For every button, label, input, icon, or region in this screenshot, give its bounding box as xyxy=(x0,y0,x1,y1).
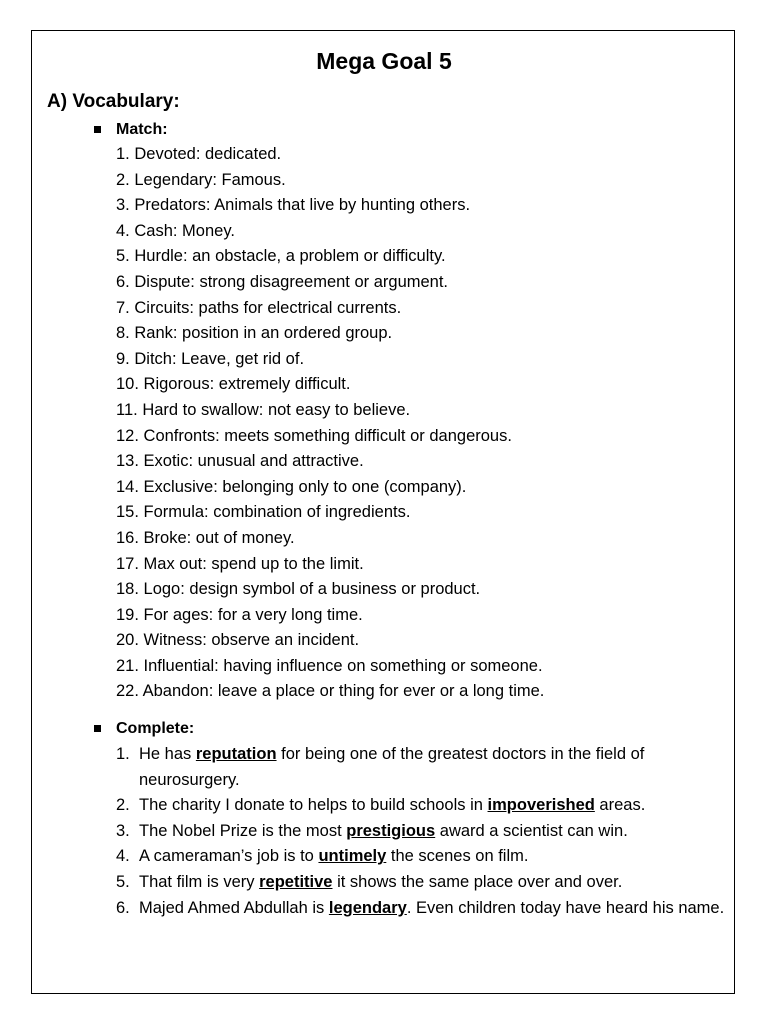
list-item: 2. Legendary: Famous. xyxy=(116,170,286,189)
list-item: 22. Abandon: leave a place or thing for ever or a long time. xyxy=(116,682,545,701)
list-item: 15. Formula: combination of ingredients. xyxy=(116,503,411,522)
list-item: 13. Exotic: unusual and attractive. xyxy=(116,452,364,471)
match-list xyxy=(116,142,544,705)
square-bullet-icon xyxy=(94,126,101,133)
list-item: 9. Ditch: Leave, get rid of. xyxy=(116,349,305,368)
list-item: 20. Witness: observe an incident. xyxy=(116,631,360,650)
section-heading: A) Vocabulary: xyxy=(47,91,180,112)
answer-word: repetitive xyxy=(259,872,333,891)
answer-word: legendary xyxy=(328,898,407,917)
list-item: 19. For ages: for a very long time. xyxy=(116,605,363,624)
list-item: 4. A cameraman’s job is to untimely the scenes on film. xyxy=(116,847,529,866)
list-item: 1. Devoted: dedicated. xyxy=(116,145,282,163)
list-item: 7. Circuits: paths for electrical currents. xyxy=(116,298,402,317)
complete-list xyxy=(116,742,726,921)
list-item: 10. Rigorous: extremely difficult. xyxy=(116,375,351,394)
list-item: 17. Max out: spend up to the limit. xyxy=(116,554,364,573)
list-item: 1. He has reputation for being one of the greatest doctors in the field of neurosurgery. xyxy=(116,745,645,789)
list-item: 16. Broke: out of money. xyxy=(116,528,295,547)
answer-word: prestigious xyxy=(346,821,436,840)
list-item: 3. Predators: Animals that live by hunting others. xyxy=(116,196,471,215)
list-item: 6. Dispute: strong disagreement or argument. xyxy=(116,272,449,291)
list-item: 2. The charity I donate to helps to build schools in impoverished areas. xyxy=(116,796,646,815)
list-item: 3. The Nobel Prize is the most prestigious award a scientist can win. xyxy=(116,821,628,840)
match-label: Match: xyxy=(116,121,168,138)
list-item: 8. Rank: position in an ordered group. xyxy=(116,324,393,343)
answer-word: untimely xyxy=(318,847,387,866)
answer-word: reputation xyxy=(195,745,277,763)
list-item: 21. Influential: having influence on something or someone. xyxy=(116,656,543,675)
square-bullet-icon xyxy=(94,725,101,732)
list-item: 6. Majed Ahmed Abdullah is legendary. Even children today have heard his name. xyxy=(116,898,725,917)
list-item: 4. Cash: Money. xyxy=(116,221,235,240)
page-title: Mega Goal 5 xyxy=(316,48,452,74)
list-item: 12. Confronts: meets something difficult or dangerous. xyxy=(116,426,512,445)
list-item: 14. Exclusive: belonging only to one (company). xyxy=(116,477,467,496)
list-item: 5. Hurdle: an obstacle, a problem or difficulty. xyxy=(116,247,446,266)
complete-label: Complete: xyxy=(116,720,195,737)
list-item: 18. Logo: design symbol of a business or product. xyxy=(116,580,481,599)
list-item: 5. That film is very repetitive it shows the same place over and over. xyxy=(116,872,623,891)
answer-word: impoverished xyxy=(487,796,595,815)
list-item: 11. Hard to swallow: not easy to believe. xyxy=(116,400,411,419)
